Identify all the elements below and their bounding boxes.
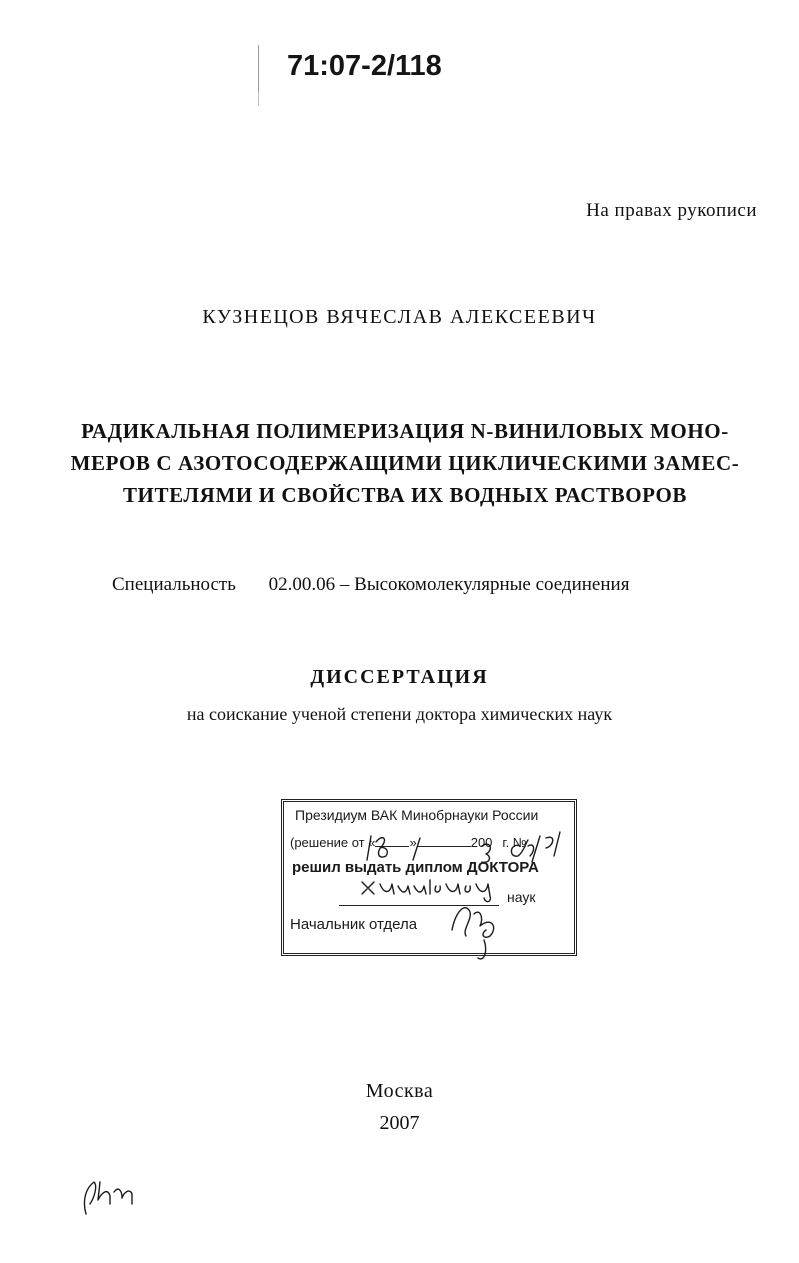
margin-line <box>258 92 259 106</box>
city: Москва <box>365 1080 434 1102</box>
degree-line: на соискание ученой степени доктора химических наук <box>186 704 613 724</box>
dissertation-title <box>60 415 750 511</box>
year: 2007 <box>379 1112 420 1134</box>
margin-line <box>258 45 259 93</box>
title-line: РАДИКАЛЬНАЯ ПОЛИМЕРИЗАЦИЯ N-ВИНИЛОВЫХ МОНО- <box>81 419 729 443</box>
stamp-line-diploma: решил выдать диплом ДОКТОРА <box>292 859 539 876</box>
title-line: МЕРОВ С АЗОТОСОДЕРЖАЩИМИ ЦИКЛИЧЕСКИМИ ЗАМЕС- <box>70 451 740 475</box>
stamp-handwriting <box>270 790 610 975</box>
specialty-label: Специальность <box>112 574 236 595</box>
handwritten-initials <box>76 1170 146 1225</box>
stamp-line-science: наук <box>507 889 536 905</box>
title-line: ТИТЕЛЯМИ И СВОЙСТВА ИХ ВОДНЫХ РАСТВОРОВ <box>122 483 688 507</box>
rights-note: На правах рукописи <box>586 200 757 221</box>
specialty-line <box>112 574 629 596</box>
document-type: ДИССЕРТАЦИЯ <box>310 666 489 688</box>
stamp-decision-quote: » <box>409 835 417 850</box>
catalog-number: 71:07-2/118 <box>287 50 442 82</box>
stamp-decision-prefix: (решение от « <box>290 835 376 850</box>
specialty-code: 02.00.06 <box>268 574 336 595</box>
specialty-name: – Высокомолекулярные соединения <box>339 574 630 595</box>
stamp-line-head: Начальник отдела <box>290 916 418 933</box>
stamp-line-presidium: Президиум ВАК Минобрнауки России <box>295 807 539 823</box>
author-name: КУЗНЕЦОВ ВЯЧЕСЛАВ АЛЕКСЕЕВИЧ <box>202 306 597 328</box>
stamp-decision-number-label: г. № <box>502 835 527 850</box>
stamp-decision-century: 200 <box>470 835 493 850</box>
